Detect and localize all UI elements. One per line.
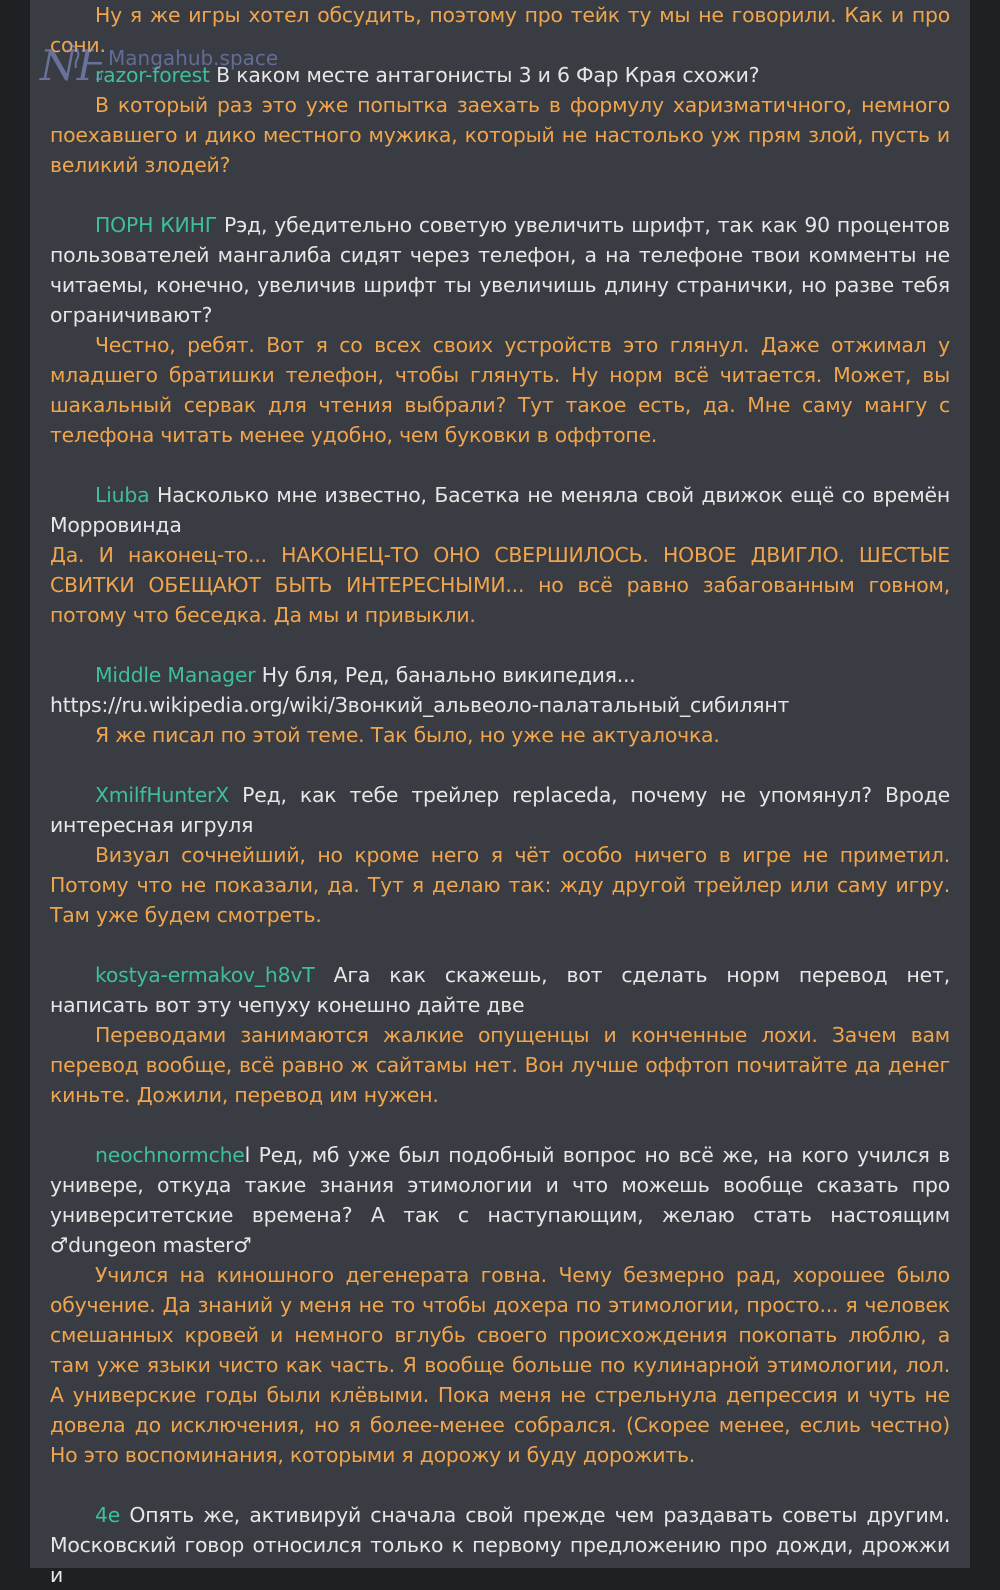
username: kostya-ermakov_h8vT	[95, 963, 315, 987]
username: XmilfHunterX	[95, 783, 230, 807]
watermark-text: Mangahub.space	[108, 46, 279, 70]
svg-text:NH: N	[40, 41, 77, 88]
comment-reply: Визуал сочнейший, но кроме него я чёт особо ничего в игре не приметил. Потому что не показали, да. Тут я делаю так: жду другой трейлер или саму игру. Там уже будем смотреть.	[50, 843, 950, 927]
question-text: В каком месте антагонисты 3 и 6 Фар Края схожи?	[216, 63, 760, 87]
question-text: Рэд, убедительно советую увеличить шрифт, так как 90 процентов пользователей мангалиба сидят через телефон, а на телефоне твои комменты не читаемы, конечно, увеличив шрифт ты увеличишь длину странички, но разве тебя ограничивают?	[50, 213, 950, 327]
question-text: Ну бля, Ред, банально википедия...	[261, 663, 636, 687]
comment-question	[50, 660, 950, 690]
comment-reply: Переводами занимаются жалкие опущенцы и конченные лохи. Зачем вам перевод вообще, всё равно ж сайтамы нет. Вон лучше оффтоп почитайте да денег киньте. Дожили, перевод им нужен.	[50, 1023, 950, 1107]
question-text: Ред, как тебе трейлер replaceda, почему не упомянул? Вроде интересная игруля	[50, 783, 950, 837]
comment-reply: Учился на киношного дегенерата говна. Чему безмерно рад, хорошее было обучение. Да знаний у меня не то чтобы дохера по этимологии, просто... я человек смешанных кровей и немного вглубь своего происхождения покопать люблю, а там уже языки чисто как часть. Я вообще больше по кулинарной этимологии, лол. А универские годы были клёвыми. Пока меня не стрельнула депрессия и чуть не довела до исключения, но я более-менее собрался. (Скорее менее, еслиь честно) Но это воспоминания, которыми я дорожу и буду дорожить.	[50, 1263, 950, 1467]
comment-question	[50, 480, 950, 540]
page-panel	[30, 0, 970, 1587]
comment-reply: В который раз это уже попытка заехать в формулу харизматичного, немного поехавшего и дико местного мужика, который не настолько уж прям злой, пусть и великий злодей?	[50, 93, 950, 177]
username: ПОРН КИНГ	[95, 213, 217, 237]
comment-question	[50, 960, 950, 1020]
wiki-link[interactable]: https://ru.wikipedia.org/wiki/Звонкий_альвеоло-палатальный_сибилянт	[50, 693, 790, 717]
comment-question	[50, 60, 950, 90]
question-text: Насколько мне известно, Басетка не меняла свой движок ещё со времён Морровинда	[50, 483, 950, 537]
username: Liuba	[95, 483, 150, 507]
username: Middle Manager	[95, 663, 256, 687]
comment-reply: Честно, ребят. Вот я со всех своих устройств это глянул. Даже отжимал у младшего братишки телефон, чтобы глянуть. Ну норм всё читается. Может, вы шакальный сервак для чтения выбрали? Тут такое есть, да. Мне саму мангу с телефона читать менее удобно, чем буковки в оффтопе.	[50, 333, 950, 447]
question-text: Опять же, активируй сначала свой прежде чем раздавать советы другим. Московский говор относился только к первому предложению про дожди, дрожжи и	[50, 1503, 950, 1587]
comment-question	[50, 780, 950, 840]
comment-question	[50, 1500, 950, 1590]
comment-reply: Да. И наконец-то... НАКОНЕЦ-ТО ОНО СВЕРШИЛОСЬ. НОВОЕ ДВИГЛО. ШЕСТЫЕ СВИТКИ ОБЕЩАЮТ БЫТЬ ИНТЕРЕСНЫМИ... но всё равно забагованным говном, потому что беседка. Да мы и привыкли.	[50, 543, 950, 627]
question-text: l Ред, мб уже был подобный вопрос но всё же, на кого учился в универе, откуда такие знания этимологии и что можешь вообще сказать про университетские времена? А так с наступающим, желаю стать настоящим ♂dungeon master♂	[50, 1143, 950, 1257]
comment-question	[50, 1140, 950, 1260]
comment-question	[50, 210, 950, 330]
username: 4е	[95, 1503, 121, 1527]
username: neochnormche	[95, 1143, 245, 1167]
username: razor-forest	[95, 63, 210, 87]
question-text: Ага как скажешь, вот сделать норм перевод нет, написать вот эту чепуху конешно дайте две	[50, 963, 950, 1017]
offtop-text	[50, 0, 950, 1590]
comment-reply: Я же писал по этой теме. Так было, но уже не актуалочка.	[95, 723, 720, 747]
intro-reply: Ну я же игры хотел обсудить, поэтому про тейк ту мы не говорили. Как и про сони.	[50, 3, 950, 57]
